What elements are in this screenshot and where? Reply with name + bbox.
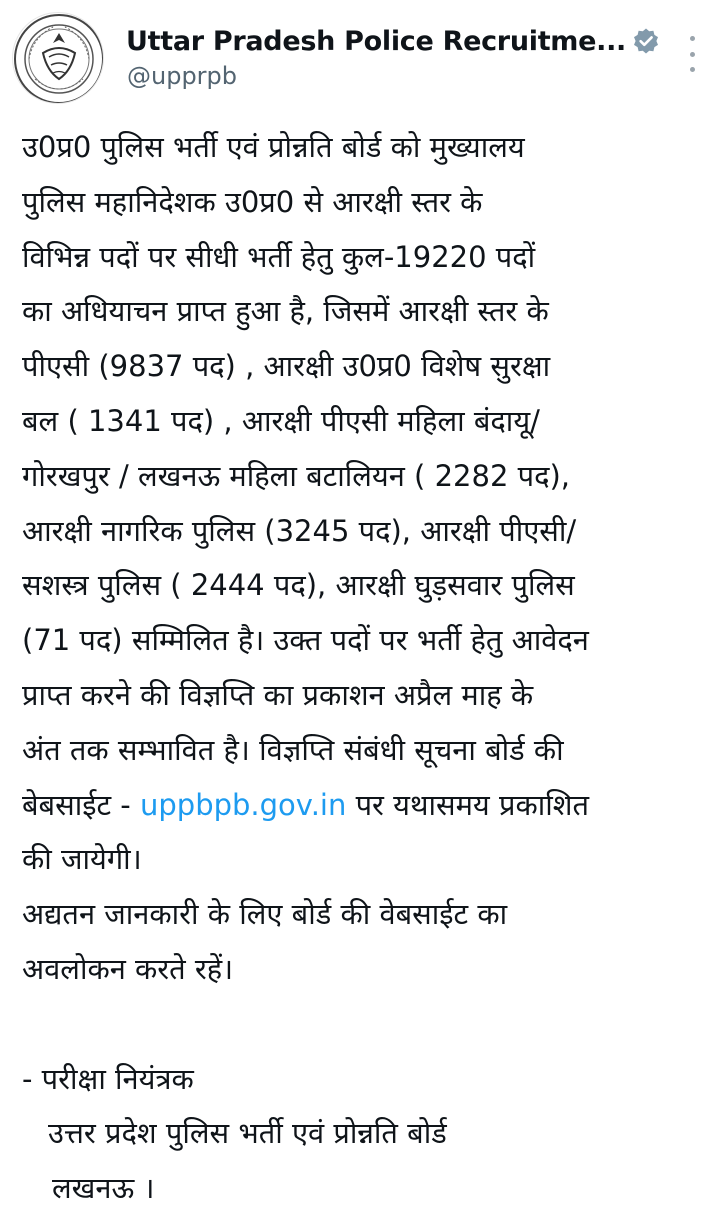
signature-title: - परीक्षा नियंत्रक — [22, 1061, 194, 1096]
post-line: आरक्षी नागरिक पुलिस (3245 पद), आरक्षी पीएसी/ — [22, 513, 577, 548]
post-line: की जायेगी। — [22, 842, 142, 877]
post-line: पीएसी (9837 पद) , आरक्षी उ0प्र0 विशेष सुरक्षा — [22, 349, 551, 384]
website-link[interactable]: uppbpb.gov.in — [140, 787, 347, 822]
verified-badge-icon — [632, 27, 660, 55]
more-dot — [690, 67, 695, 72]
post-line: (71 पद) सम्मिलित है। उक्त पदों पर भर्ती हेतु आवेदन — [22, 623, 589, 658]
website-prefix: बेबसाईट - — [22, 787, 140, 822]
post-line: बल ( 1341 पद) , आरक्षी पीएसी महिला बंदायू/ — [22, 403, 540, 438]
more-dot — [690, 52, 695, 57]
post-line: का अधियाचन प्राप्त हुआ है, जिसमें आरक्षी स्तर के — [22, 294, 549, 329]
more-options-icon[interactable] — [686, 36, 698, 72]
closing-line: अवलोकन करते रहें। — [22, 951, 234, 986]
post-line: अंत तक सम्भावित है। विज्ञप्ति संबंधी सूचना बोर्ड की — [22, 732, 564, 767]
website-suffix: पर यथासमय प्रकाशित — [346, 787, 590, 822]
post-line: पुलिस महानिदेशक उ0प्र0 से आरक्षी स्तर के — [22, 184, 483, 219]
post-line: विभिन्न पदों पर सीधी भर्ती हेतु कुल-19220 पदों — [22, 239, 536, 274]
signature-city: लखनऊ । — [52, 1171, 155, 1206]
signature-org: उत्तर प्रदेश पुलिस भर्ती एवं प्रोन्नति बोर्ड — [48, 1116, 447, 1151]
user-handle[interactable]: @upprpb — [127, 62, 238, 90]
post-line: गोरखपुर / लखनऊ महिला बटालियन ( 2282 पद), — [22, 458, 571, 493]
post-text — [22, 120, 712, 1216]
profile-avatar[interactable] — [12, 12, 104, 104]
display-name[interactable]: Uttar Pradesh Police Recruitme... — [126, 25, 627, 57]
closing-line: अद्यतन जानकारी के लिए बोर्ड की वेबसाईट का — [22, 897, 508, 932]
post-line: प्राप्त करने की विज्ञप्ति का प्रकाशन अप्रैल माह के — [22, 677, 534, 712]
more-dot — [690, 36, 695, 41]
post-line: उ0प्र0 पुलिस भर्ती एवं प्रोन्नति बोर्ड को मुख्यालय — [22, 130, 525, 164]
website-line — [22, 778, 712, 833]
blank-line — [22, 997, 712, 1052]
name-row — [126, 20, 660, 62]
police-emblem-icon — [13, 13, 104, 104]
post-line: सशस्त्र पुलिस ( 2444 पद), आरक्षी घुड़सवार पुलिस — [22, 568, 575, 603]
post-header — [0, 0, 720, 112]
